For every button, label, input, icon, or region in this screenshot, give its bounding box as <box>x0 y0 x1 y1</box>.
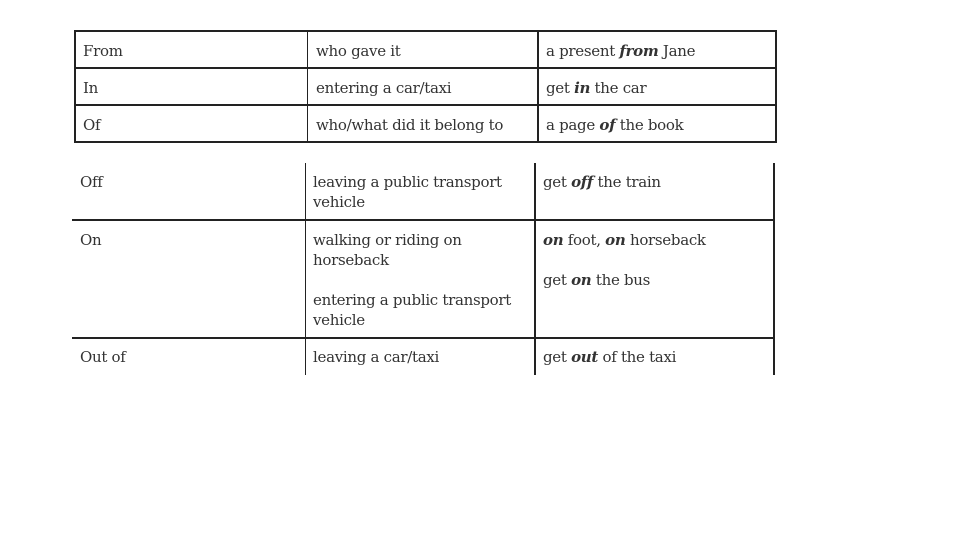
example-text: the book <box>615 116 684 134</box>
table-border <box>74 30 777 32</box>
example-cell <box>543 230 706 290</box>
example-emphasis: on <box>543 231 564 249</box>
example-text: the train <box>593 173 661 191</box>
example-line <box>543 270 706 290</box>
preposition-cell: Of <box>83 116 101 134</box>
example-text: horseback <box>625 231 706 249</box>
example-text: get <box>546 79 575 97</box>
table-border <box>773 163 775 375</box>
example-text: a page <box>546 116 600 134</box>
usage-cell: who gave it <box>316 42 401 60</box>
example-text: the car <box>590 79 647 97</box>
preposition-cell: From <box>83 42 123 60</box>
example-text: get <box>543 348 572 366</box>
usage-line: walking or riding on <box>313 231 462 249</box>
table-border <box>537 30 539 143</box>
preposition-cell: On <box>80 231 102 249</box>
table-border <box>74 141 777 143</box>
example-text: the bus <box>591 271 651 289</box>
example-emphasis: on <box>571 271 592 289</box>
paragraph-gap <box>543 250 706 270</box>
example-text: foot, <box>563 231 606 249</box>
table-border <box>534 163 536 375</box>
example-emphasis: off <box>571 173 594 191</box>
example-emphasis: in <box>574 79 591 97</box>
usage-cell: who/what did it belong to <box>316 116 504 134</box>
example-cell <box>546 115 683 135</box>
preposition-cell: In <box>83 79 98 97</box>
example-emphasis: out <box>571 348 599 366</box>
example-emphasis: of <box>599 116 616 134</box>
usage-cell: leaving a car/taxi <box>313 348 440 366</box>
example-emphasis: from <box>619 42 659 60</box>
usage-line: leaving a public transport <box>313 173 502 191</box>
example-text: Jane <box>658 42 696 60</box>
usage-line: horseback <box>313 251 389 269</box>
example-cell <box>543 172 661 192</box>
example-text: get <box>543 173 572 191</box>
example-text: of the taxi <box>598 348 677 366</box>
usage-cell: entering a car/taxi <box>316 79 452 97</box>
example-emphasis: on <box>605 231 626 249</box>
example-text: a present <box>546 42 620 60</box>
preposition-cell: Out of <box>80 348 126 366</box>
example-cell <box>543 347 676 367</box>
table-border <box>74 30 76 143</box>
table-border <box>74 67 777 69</box>
usage-cell <box>313 230 511 330</box>
preposition-cell: Off <box>80 173 103 191</box>
usage-line: entering a public transport <box>313 291 512 309</box>
table-border <box>775 30 777 143</box>
usage-cell <box>313 172 502 212</box>
usage-line: vehicle <box>313 193 365 211</box>
paragraph-gap <box>313 270 511 290</box>
example-text: get <box>543 271 572 289</box>
example-line <box>543 230 706 250</box>
table-border <box>305 163 306 375</box>
table-border <box>72 219 775 221</box>
example-cell <box>546 41 695 61</box>
usage-line: vehicle <box>313 311 365 329</box>
example-cell <box>546 78 646 98</box>
table-border <box>74 104 777 106</box>
table-border <box>72 337 775 339</box>
table-border <box>307 30 308 143</box>
